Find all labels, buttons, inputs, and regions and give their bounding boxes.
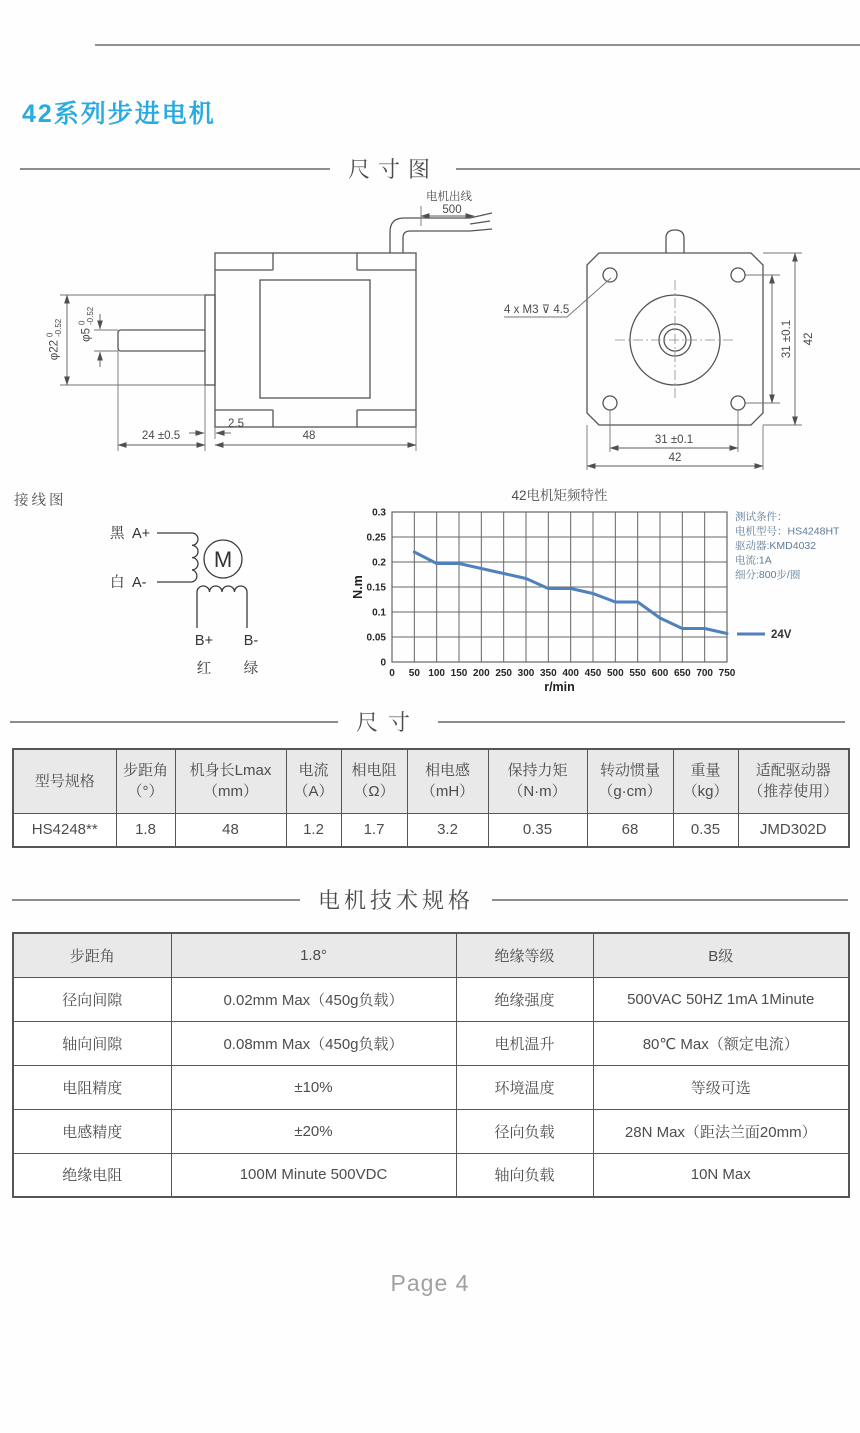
motor-symbol-label: M [213, 547, 233, 572]
spec-label: 环境温度 [456, 1065, 593, 1109]
section-header-motor-specs [12, 884, 848, 915]
mounting-hole [603, 268, 617, 282]
column-header: 相电阻 （Ω） [341, 749, 407, 813]
y-axis-label: N.m [351, 575, 365, 599]
x-tick-label: 650 [673, 668, 691, 679]
wire-color-label: 绿 [243, 661, 259, 677]
y-tick-label: 0.1 [372, 607, 386, 619]
spec-row [13, 933, 849, 977]
phase-a-minus-label: A- [132, 575, 147, 591]
table-cell: JMD302D [738, 813, 849, 847]
spec-value: 0.08mm Max（450g负载） [171, 1021, 456, 1065]
column-header: 机身长Lmax （mm） [175, 749, 286, 813]
spec-label: 绝缘等级 [456, 933, 593, 977]
svg-text:φ22: φ22 [48, 340, 61, 361]
spec-value: 80℃ Max（额定电流） [593, 1021, 849, 1065]
y-tick-label: 0 [380, 657, 386, 669]
spec-label: 电感精度 [13, 1109, 171, 1153]
spec-row [13, 1065, 849, 1109]
y-tick-label: 0.3 [372, 507, 386, 519]
wire-color-label: 红 [196, 661, 212, 677]
svg-text:0: 0 [77, 320, 87, 325]
spec-row [13, 1153, 849, 1197]
size-table-header-row [13, 749, 849, 813]
shaft-length-dim: 24 ±0.5 [141, 430, 181, 442]
table-cell: 0.35 [673, 813, 738, 847]
body-length-dim: 48 [302, 430, 316, 442]
column-header: 电流 （A） [286, 749, 341, 813]
spec-value: B级 [593, 933, 849, 977]
spec-value: 0.02mm Max（450g负载） [171, 977, 456, 1021]
x-tick-label: 300 [517, 668, 535, 679]
spec-label: 电机温升 [456, 1021, 593, 1065]
spec-label: 径向负载 [456, 1109, 593, 1153]
test-condition-line: 测试条件： [735, 511, 788, 523]
table-cell: 1.7 [341, 813, 407, 847]
spec-value: 10N Max [593, 1153, 849, 1197]
x-tick-label: 50 [408, 668, 420, 679]
spec-row [13, 1109, 849, 1153]
spec-value: 等级可选 [593, 1065, 849, 1109]
phase-a-plus-label: A+ [132, 526, 151, 542]
test-condition-line: 电机型号：HS4248HT [735, 525, 840, 538]
spec-label: 径向间隙 [13, 977, 171, 1021]
dimension-drawings [0, 180, 860, 480]
x-tick-label: 500 [606, 668, 624, 679]
table-cell: 0.35 [488, 813, 587, 847]
x-tick-label: 0 [389, 668, 395, 679]
boss-diameter-dim [46, 318, 64, 360]
x-tick-label: 150 [450, 668, 468, 679]
table-cell: 48 [175, 813, 286, 847]
column-header: 转动惯量 （g·cm） [587, 749, 673, 813]
column-header: 重量 （kg） [673, 749, 738, 813]
section-header-size [10, 706, 845, 737]
torque-frequency-chart [346, 487, 860, 699]
spec-value: 1.8° [171, 933, 456, 977]
spec-value: 28N Max（距法兰面20mm） [593, 1109, 849, 1153]
mounting-hole [731, 268, 745, 282]
wire-color-label: 黑 [110, 526, 125, 542]
phase-b-coil [197, 586, 247, 592]
x-tick-label: 100 [428, 668, 446, 679]
x-tick-label: 450 [584, 668, 602, 679]
motor-side-view [46, 189, 493, 451]
spec-row [13, 1021, 849, 1065]
test-condition-line: 细分:800步/圈 [735, 569, 801, 581]
hole-pitch-horizontal-dim: 31 ±0.1 [654, 434, 694, 446]
shaft [118, 330, 205, 351]
mounting-hole [731, 396, 745, 410]
page-number: Page 4 [390, 1270, 470, 1296]
phase-a-coil [192, 533, 198, 582]
cable-label: 电机出线 [426, 191, 472, 203]
boss-depth-dim: 2.5 [228, 418, 244, 430]
spec-row [13, 977, 849, 1021]
x-tick-label: 600 [651, 668, 669, 679]
spec-value: 500VAC 50HZ 1mA 1Minute [593, 977, 849, 1021]
shaft-diameter-dim [78, 306, 96, 342]
x-axis-label: r/min [544, 680, 575, 694]
spec-label: 电阻精度 [13, 1065, 171, 1109]
wiring-diagram [0, 485, 320, 700]
spec-label: 绝缘强度 [456, 977, 593, 1021]
divider-line [10, 721, 338, 723]
column-header: 相电感 （mH） [407, 749, 488, 813]
spec-label: 轴向负载 [456, 1153, 593, 1197]
spec-value: 100M Minute 500VDC [171, 1153, 456, 1197]
spec-label: 绝缘电阻 [13, 1153, 171, 1197]
model-cell: HS4248** [13, 813, 116, 847]
motor-front-view [504, 230, 815, 470]
section-title: 尺寸 [356, 710, 421, 735]
mounting-hole-note: 4 x M3 ⊽ 4.5 [504, 304, 570, 316]
divider-line [20, 168, 330, 170]
table-cell: 1.8 [116, 813, 175, 847]
divider-line [438, 721, 845, 723]
spec-value: ±10% [171, 1065, 456, 1109]
cable-length-dim: 500 [442, 204, 462, 216]
svg-text:-0.52: -0.52 [54, 318, 63, 337]
y-tick-label: 0.15 [366, 582, 386, 594]
test-condition-line: 驱动器:KMD4032 [735, 540, 817, 552]
section-title: 电机技术规格 [318, 888, 475, 913]
y-tick-label: 0.2 [372, 557, 386, 569]
legend-label: 24V [771, 629, 792, 641]
x-tick-label: 700 [696, 668, 714, 679]
flange-size-horizontal-dim: 42 [668, 452, 682, 464]
y-tick-label: 0.25 [366, 532, 386, 544]
spec-label: 步距角 [13, 933, 171, 977]
x-tick-label: 400 [562, 668, 580, 679]
column-header: 保持力矩 （N·m） [488, 749, 587, 813]
x-tick-label: 250 [495, 668, 513, 679]
x-tick-label: 750 [718, 668, 736, 679]
chart-title: 42电机矩频特性 [511, 488, 608, 503]
svg-text:0: 0 [45, 332, 55, 337]
divider-line [456, 168, 860, 170]
phase-b-minus-label: B- [243, 633, 259, 649]
section-title: 尺寸图 [348, 157, 439, 182]
phase-b-plus-label: B+ [194, 633, 214, 649]
wire-color-label: 白 [110, 575, 125, 591]
divider-line [492, 899, 848, 901]
mounting-hole [603, 396, 617, 410]
divider-line [12, 899, 300, 901]
spec-value: ±20% [171, 1109, 456, 1153]
test-condition-line: 电流:1A [735, 554, 772, 567]
svg-text:-0.52: -0.52 [86, 306, 95, 325]
x-tick-label: 350 [539, 668, 557, 679]
cable [390, 218, 470, 253]
column-header: 型号规格 [13, 749, 116, 813]
shaft-stub [666, 230, 684, 253]
page-title: 42系列步进电机 [22, 100, 216, 128]
motor-spec-table [12, 932, 850, 1198]
table-cell: 68 [587, 813, 673, 847]
svg-text:φ5: φ5 [80, 328, 93, 342]
table-cell: 3.2 [407, 813, 488, 847]
spec-label: 轴向间隙 [13, 1021, 171, 1065]
wiring-diagram-title: 接线图 [14, 493, 67, 509]
column-header: 步距角 （°） [116, 749, 175, 813]
y-tick-label: 0.05 [366, 632, 386, 644]
size-spec-table [12, 748, 850, 848]
hole-pitch-vertical-dim: 31 ±0.1 [781, 319, 793, 359]
x-tick-label: 550 [629, 668, 647, 679]
table-cell: 1.2 [286, 813, 341, 847]
size-table-data-row [13, 813, 849, 847]
column-header: 适配驱动器 （推荐使用） [738, 749, 849, 813]
top-divider [95, 44, 860, 46]
flange-size-vertical-dim: 42 [803, 332, 815, 346]
x-tick-label: 200 [472, 668, 490, 679]
